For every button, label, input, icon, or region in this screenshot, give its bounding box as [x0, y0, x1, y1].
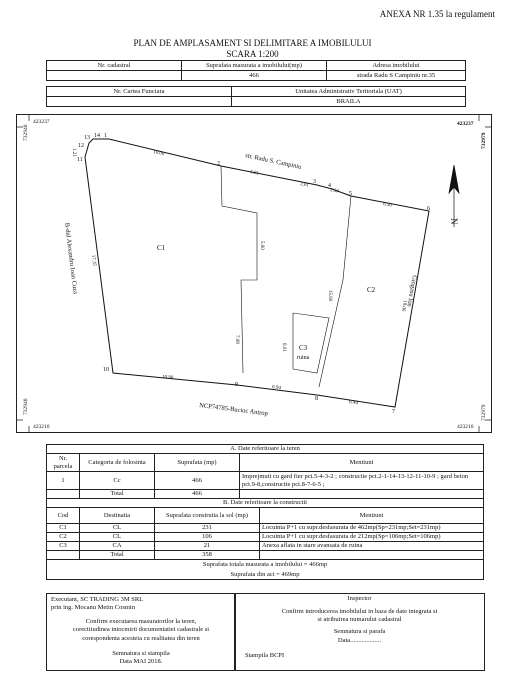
point-label: 3: [313, 179, 316, 185]
table-cell: [260, 551, 484, 560]
dimension-label: 7.08: [234, 335, 239, 344]
street-top-label: str. Radu S. Campiniu: [244, 152, 303, 171]
uat-value: BRAILA: [232, 97, 466, 107]
land-book-header: Nr. Cartea Funciara: [47, 87, 232, 97]
col-header: Destinatia: [80, 508, 155, 524]
col-header: Suprafata construita la sol (mp): [155, 508, 260, 524]
executant-confirm-3: corespondenta acesteia cu realitatea din teren: [82, 634, 200, 642]
point-label: 14: [94, 133, 100, 139]
plan-drawing: [17, 115, 491, 432]
address-header: Adresa imobilului: [327, 61, 466, 71]
land-book-value: [47, 97, 232, 107]
deed-area-summary: Suprafata din act = 469mp: [230, 570, 300, 578]
site-plan: [16, 114, 492, 433]
dimension-label: 6.94: [271, 385, 282, 392]
uat-header: Unitatea Administrativ Teritoriala (UAT): [232, 87, 466, 97]
point-label: 8: [315, 396, 318, 402]
dimension-label: 5.91: [249, 170, 260, 177]
table-cell: [47, 490, 80, 499]
executant-confirm-2: corectitudinea intocmirii documentatiei cadastrale si: [72, 626, 210, 634]
land-book-table: [46, 86, 466, 107]
table-cell: C3: [47, 542, 80, 551]
building-c3-outline: [293, 313, 329, 373]
coord-top-left-x: 423237: [33, 119, 50, 125]
inspector-stamp-label: Stampila BCPI: [245, 651, 285, 659]
col-header: Nr. parcela: [47, 454, 80, 472]
building-c3-sub: ruina: [297, 355, 310, 361]
table-cell: Anexa aflata in stare avansata de ruina: [260, 542, 484, 551]
north-label: N: [449, 218, 459, 225]
table-cell: [240, 490, 484, 499]
coord-bottom-left-y: 732940: [23, 398, 29, 415]
table-cell: 106: [155, 533, 260, 542]
executant-confirm-1: Confirm executarea masuratorilor la teren,: [85, 618, 197, 626]
coord-bottom-right-x: 423210: [457, 424, 474, 430]
point-label: 6: [427, 206, 430, 212]
point-label: 13: [84, 135, 90, 141]
area-summary: [47, 560, 484, 580]
dimension-label: 6.44: [348, 400, 359, 407]
area-header: Suprafata masurata a imobilului(mp): [182, 61, 327, 71]
dimension-label: 18.06: [400, 299, 407, 312]
col-header: Suprafata (mp): [155, 454, 240, 472]
dimension-label: 10.00: [152, 150, 165, 158]
executant-signature-label: Semnatura si stampila: [112, 649, 170, 657]
table-cell: CL: [80, 533, 155, 542]
table-cell: Imprejmuit cu gard fier pct.5-4-3-2 ; constructie pct.2-1-14-13-12-11-10-9 ; gard beton pct.9-8,constructie pct.8-7-6-5 ;: [240, 472, 484, 490]
table-land: [46, 444, 484, 508]
col-header: Mentiuni: [240, 454, 484, 472]
point-label: 4: [328, 183, 331, 189]
area-value: 466: [182, 71, 327, 81]
point-label: 12: [78, 143, 84, 149]
executant-engineer: prin ing. Mocanu Metin Cosmin: [51, 604, 135, 612]
table-cell: CA: [80, 542, 155, 551]
building-c2-label: C2: [367, 286, 376, 294]
coord-bottom-right-y: 732979: [481, 404, 487, 421]
coord-top-left-y: 732940: [23, 124, 29, 141]
point-label: 7: [392, 409, 395, 415]
table-cell: 466: [155, 490, 240, 499]
point-label: 5: [349, 191, 352, 197]
col-header: Cod: [47, 508, 80, 524]
table-cell: 231: [155, 524, 260, 533]
street-left-label: B-dul Alexandru Ioan Cuza: [63, 222, 79, 295]
table-cell: Total: [80, 490, 155, 499]
executant-name: Executant, SC TRADING 3M SRL: [51, 596, 144, 603]
inspector-confirm-1: Confirm introducerea imobilului in baza de date integrata si: [281, 608, 438, 616]
point-label: 1: [104, 133, 107, 139]
dimension-label: 17.35: [90, 254, 97, 267]
table-cell: 1: [47, 472, 80, 490]
inspector-panel: [234, 593, 485, 671]
cadastral-nr-value: [47, 71, 182, 81]
total-area-summary: Suprafata totala masurata a imobilului = 466mp: [202, 561, 328, 569]
dimension-label: 10.90: [161, 375, 174, 381]
document-title: PLAN DE AMPLASAMENT SI DELIMITARE A IMOBILULUI: [133, 38, 372, 48]
table-cell: Locuinta P+1 cu supr.desfasurata de 462mp(Sp=231mp;Set=231mp): [260, 524, 484, 533]
building-c1-label: C1: [157, 244, 166, 252]
coord-bottom-left-x: 423210: [33, 424, 50, 430]
table-cell: C1: [47, 524, 80, 533]
table-cell: Locuinta P+1 cu supr.desfasurata de 212mp(Sp=106mp;Set=106mp): [260, 533, 484, 542]
dimension-label: 1.21: [71, 148, 76, 157]
executant-date: Data MAI 2018.: [119, 657, 163, 665]
address-value: strada Radu S Campiniu nr.35: [327, 71, 466, 81]
point-label: 2: [217, 161, 220, 167]
table-cell: 358: [155, 551, 260, 560]
street-right-label: Gingasu Ion: [405, 274, 418, 308]
neighbor-bottom-label: NCP74785-Bucioc Antrop: [198, 402, 269, 418]
point-label: 10: [103, 367, 109, 373]
table-buildings: [46, 507, 484, 580]
table-cell: Cc: [80, 472, 155, 490]
inspector-date: Data...................: [337, 636, 382, 644]
coord-top-right-x: 423237: [457, 121, 474, 127]
executant-panel: [46, 593, 236, 671]
cadastral-nr-header: Nr. cadastral: [47, 61, 182, 71]
coord-top-right-y: 732979: [481, 132, 487, 149]
inspector-signature-label: Semnatura si parafa: [333, 628, 386, 636]
table-land-title: A. Date referitoare la teren: [47, 445, 484, 454]
dimension-label: 6.01: [281, 343, 286, 352]
dimension-label: 5.60: [259, 241, 264, 250]
col-header: Mentiuni: [260, 508, 484, 524]
dimension-label: 15.60: [327, 290, 332, 302]
table-cell: C2: [47, 533, 80, 542]
table-cell: 21: [155, 542, 260, 551]
col-header: Categoria de folosinta: [80, 454, 155, 472]
inspector-confirm-2: si atribuirea numarului cadastral: [317, 616, 402, 624]
building-c3-label: C3: [299, 344, 308, 352]
table-cell: [47, 551, 80, 560]
table-cell: CL: [80, 524, 155, 533]
table-buildings-title: B. Date referitoare la constructii: [47, 499, 484, 508]
dimension-label: 2.01: [299, 182, 310, 189]
table-cell: 466: [155, 472, 240, 490]
building-c2-outline: [319, 196, 351, 387]
annex-label: ANEXA NR 1.35 la regulament: [379, 9, 495, 19]
header-table: [46, 60, 466, 81]
scale-label: SCARA 1:200: [226, 49, 279, 59]
inspector-title: Inspector: [347, 595, 372, 602]
table-cell: Total: [80, 551, 155, 560]
dimension-label: 6.50: [382, 202, 393, 209]
point-label: 9: [235, 382, 238, 388]
dimension-label: 2.50: [329, 188, 340, 195]
point-label: 11: [77, 157, 83, 163]
